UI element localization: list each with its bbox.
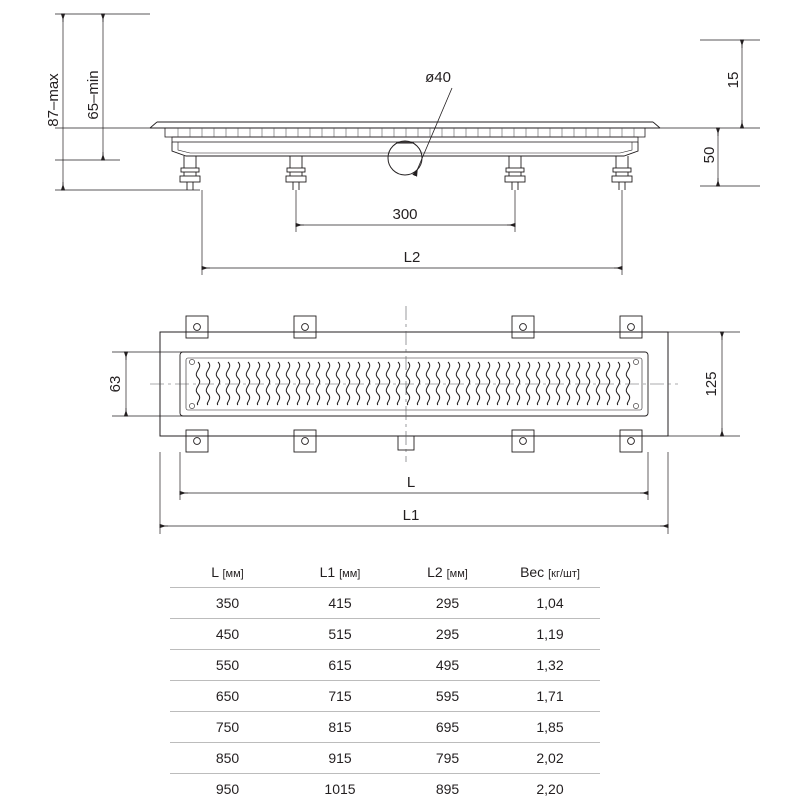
cell-l: 450 (170, 619, 285, 650)
cell-weight: 1,71 (500, 681, 600, 712)
cell-l1: 1015 (285, 774, 395, 804)
table-row (170, 712, 600, 743)
column-header-l (170, 560, 285, 588)
label-leg-spacing: 300 (392, 206, 417, 223)
table-row (170, 743, 600, 774)
table-row (170, 588, 600, 619)
cell-l: 850 (170, 743, 285, 774)
cell-l1: 815 (285, 712, 395, 743)
cell-l: 750 (170, 712, 285, 743)
column-header-weight (500, 560, 600, 588)
cell-l2: 595 (395, 681, 500, 712)
label-top-thickness: 15 (725, 72, 742, 89)
cell-l: 550 (170, 650, 285, 681)
label-grate-width: 63 (107, 376, 124, 393)
label-l1: L1 (403, 507, 420, 524)
cell-l1: 615 (285, 650, 395, 681)
specification-table (170, 560, 600, 804)
label-l2: L2 (404, 249, 421, 266)
cell-l2: 295 (395, 619, 500, 650)
channel-section (150, 122, 660, 190)
cell-weight: 1,19 (500, 619, 600, 650)
cell-l1: 915 (285, 743, 395, 774)
label-outlet-diameter: ø40 (425, 69, 451, 86)
table-row (170, 681, 600, 712)
column-header-l-unit: [мм] (222, 568, 243, 580)
cell-weight: 2,20 (500, 774, 600, 804)
section-view-group (55, 14, 760, 275)
label-height-min: 65–min (85, 70, 102, 119)
column-header-weight-label: Вес (520, 564, 544, 580)
column-header-l1 (285, 560, 395, 588)
column-header-l2 (395, 560, 500, 588)
cell-l1: 415 (285, 588, 395, 619)
cell-l2: 795 (395, 743, 500, 774)
table-header-row (170, 560, 600, 588)
cell-weight: 1,04 (500, 588, 600, 619)
label-body-width: 125 (703, 371, 720, 396)
table-row (170, 650, 600, 681)
label-channel-depth: 50 (701, 147, 718, 164)
plan-view-group (112, 306, 740, 534)
column-header-l2-label: L2 (427, 564, 443, 580)
label-l: L (407, 474, 415, 491)
left-vertical-dimensions (55, 14, 200, 190)
outlet-leader-line (415, 88, 452, 175)
table-row (170, 619, 600, 650)
cell-l: 350 (170, 588, 285, 619)
adjustable-legs (180, 156, 632, 190)
column-header-l2-unit: [мм] (447, 568, 468, 580)
cell-weight: 2,02 (500, 743, 600, 774)
cell-l: 650 (170, 681, 285, 712)
cell-l2: 695 (395, 712, 500, 743)
table-row (170, 774, 600, 804)
column-header-l1-label: L1 (320, 564, 336, 580)
label-height-max: 87–max (45, 73, 62, 127)
column-header-l-label: L (211, 564, 218, 580)
cell-l1: 515 (285, 619, 395, 650)
column-header-l1-unit: [мм] (339, 568, 360, 580)
cell-weight: 1,85 (500, 712, 600, 743)
cell-l2: 495 (395, 650, 500, 681)
cell-l: 950 (170, 774, 285, 804)
cell-l2: 895 (395, 774, 500, 804)
cell-weight: 1,32 (500, 650, 600, 681)
cell-l1: 715 (285, 681, 395, 712)
column-header-weight-unit: [кг/шт] (548, 568, 580, 580)
grate-wave-pattern (196, 362, 629, 405)
mounting-tabs-top (186, 316, 642, 338)
cell-l2: 295 (395, 588, 500, 619)
